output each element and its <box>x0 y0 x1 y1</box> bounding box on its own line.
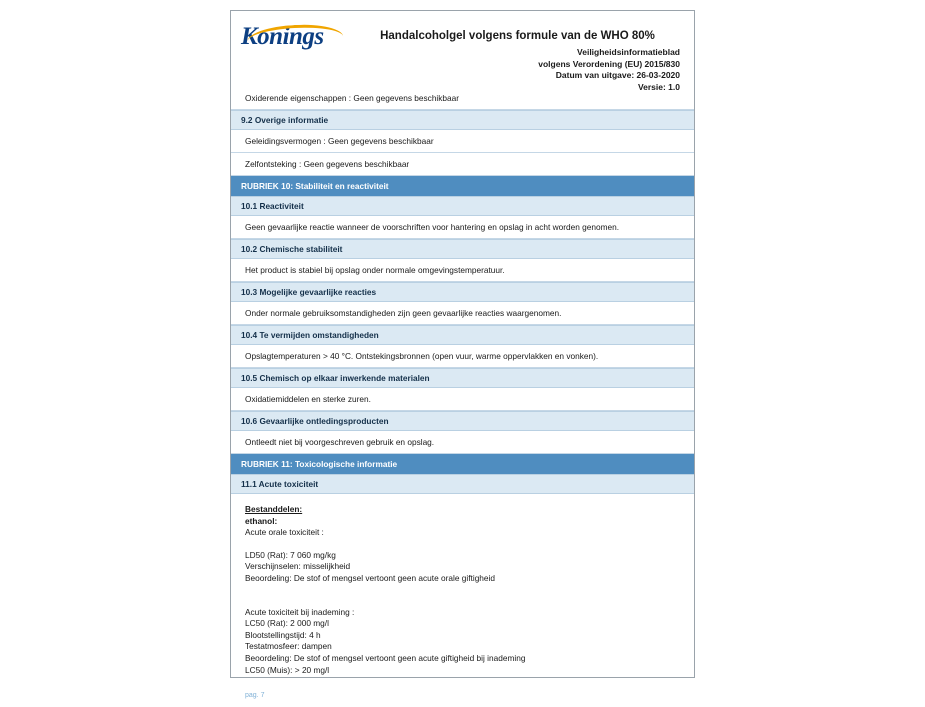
tox-line-1: Acute orale toxiciteit : <box>245 527 324 538</box>
tox-line-6: LC50 (Rat): 2 000 mg/l <box>245 618 329 629</box>
tox-substance: ethanol: <box>245 515 278 526</box>
logo-wordmark: Konings <box>241 23 324 50</box>
content-row: Ontleedt niet bij voorgeschreven gebruik en opslag. <box>231 431 694 454</box>
meta-line-1: Veiligheidsinformatieblad <box>577 47 680 57</box>
subsection-heading: 10.1 Reactiviteit <box>231 196 694 216</box>
tox-line-3: Verschijnselen: misselijkheid <box>245 561 351 572</box>
content-row: Oxiderende eigenschappen : Geen gegevens beschikbaar <box>231 87 694 110</box>
content-row: Geen gevaarlijke reactie wanneer de voorschriften voor hantering en opslag in acht worden genomen. <box>231 216 694 239</box>
page-number: pag. 7 <box>245 692 265 700</box>
document-body <box>231 87 694 707</box>
subsection-heading: 10.6 Gevaarlijke ontledingsproducten <box>231 411 694 431</box>
subsection-heading: 11.1 Acute toxiciteit <box>231 474 694 494</box>
tox-line-7: Blootstellingstijd: 4 h <box>245 629 321 640</box>
tox-line-10: LC50 (Muis): > 20 mg/l <box>245 664 330 675</box>
tox-heading: Bestanddelen: <box>245 504 303 514</box>
subsection-heading: 9.2 Overige informatie <box>231 110 694 130</box>
tox-line-8: Testatmosfeer: dampen <box>245 641 332 652</box>
meta-line-4: Versie: 1.0 <box>637 81 680 92</box>
subsection-heading: 10.2 Chemische stabiliteit <box>231 239 694 259</box>
tox-line-2: LD50 (Rat): 7 060 mg/kg <box>245 549 336 560</box>
content-row: Oxidatiemiddelen en sterke zuren. <box>231 388 694 411</box>
spacer <box>245 596 684 607</box>
subsection-heading: 10.5 Chemisch op elkaar inwerkende materialen <box>231 368 694 388</box>
spacer <box>245 585 684 596</box>
meta-line-2: volgens Verordening (EU) 2015/830 <box>538 58 680 69</box>
meta-line-3: Datum van uitgave: 26-03-2020 <box>555 70 680 80</box>
content-row: Onder normale gebruiksomstandigheden zijn geen gevaarlijke reacties waargenomen. <box>231 302 694 325</box>
content-row: Het product is stabiel bij opslag onder normale omgevingstemperatuur. <box>231 259 694 282</box>
subsection-heading: 10.4 Te vermijden omstandigheden <box>231 325 694 345</box>
subsection-heading: 10.3 Mogelijke gevaarlijke reacties <box>231 282 694 302</box>
page-footer <box>231 686 694 707</box>
spacer <box>245 539 684 550</box>
content-row: Opslagtemperaturen > 40 °C. Ontstekingsbronnen (open vuur, warme oppervlakken en vonken). <box>231 345 694 368</box>
acute-toxicity-block <box>231 494 694 686</box>
section-heading-rubriek-10: RUBRIEK 10: Stabiliteit en reactiviteit <box>231 176 694 196</box>
page-title: Handalcoholgel volgens formule van de WHO 80% <box>380 30 655 42</box>
content-row: Zelfontsteking : Geen gegevens beschikbaar <box>231 153 694 176</box>
tox-line-9: Beoordeling: De stof of mengsel vertoont geen acute giftigheid bij inademing <box>245 652 526 663</box>
content-row: Geleidingsvermogen : Geen gegevens beschikbaar <box>231 130 694 153</box>
document-header <box>231 11 694 92</box>
tox-line-4: Beoordeling: De stof of mengsel vertoont geen acute orale giftigheid <box>245 572 495 583</box>
konings-logo <box>241 23 346 57</box>
tox-line-5: Acute toxiciteit bij inademing : <box>245 606 355 617</box>
sds-document-page <box>230 10 695 700</box>
section-heading-rubriek-11: RUBRIEK 11: Toxicologische informatie <box>231 454 694 474</box>
